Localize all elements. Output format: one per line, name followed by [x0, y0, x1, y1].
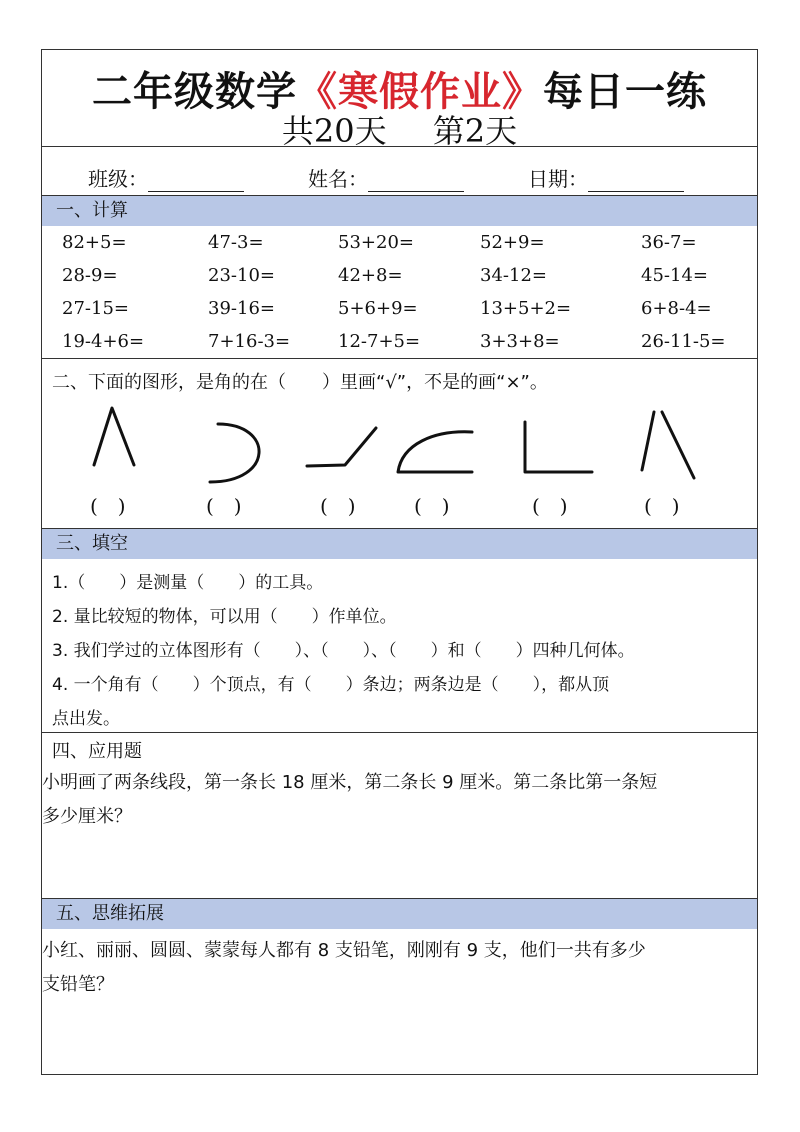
- calc-problem: 27-15=: [62, 298, 129, 319]
- shapes-row: [42, 400, 757, 490]
- name-field: [308, 163, 464, 192]
- section-heading-word-problem: 四、应用题: [52, 741, 142, 762]
- calc-problem: 47-3=: [208, 232, 264, 253]
- calc-problem: 13+5+2=: [480, 298, 572, 319]
- class-blank[interactable]: [148, 169, 244, 192]
- calc-problem: 36-7=: [641, 232, 697, 253]
- date-field: [528, 163, 684, 192]
- fill-line: 3. 我们学过的立体图形有（ ）、（ ）、（ ）和（ ）四种几何体。: [52, 641, 635, 661]
- title-highlight: 《寒假作业》: [297, 69, 543, 115]
- info-row: [42, 163, 757, 193]
- worksheet: [41, 49, 758, 1075]
- date-blank[interactable]: [588, 169, 684, 192]
- title-suffix: 每日一练: [543, 69, 707, 115]
- calc-problem: 39-16=: [208, 298, 275, 319]
- calc-problem: 23-10=: [208, 265, 275, 286]
- section-heading-calc: 一、计算: [42, 196, 757, 226]
- answer-slot[interactable]: ( ): [320, 494, 356, 518]
- fill-line: 1.（ ）是测量（ ）的工具。: [52, 573, 324, 593]
- fill-line: 点出发。: [52, 709, 120, 729]
- title-prefix: 二年级数学: [92, 69, 297, 115]
- answer-slot[interactable]: ( ): [206, 494, 242, 518]
- section-heading-fill: 三、填空: [42, 529, 757, 559]
- answer-slot[interactable]: ( ): [644, 494, 680, 518]
- calc-problem: 34-12=: [480, 265, 547, 286]
- name-label: 姓名：: [308, 167, 368, 191]
- subtitle-total: 共20天: [281, 112, 387, 150]
- thinking-text: 小红、丽丽、圆圆、蒙蒙每人都有 8 支铅笔，刚刚有 9 支，他们一共有多少: [42, 940, 646, 961]
- quarter-arc-shape: [398, 432, 472, 472]
- word-problem-text: 小明画了两条线段，第一条长 18 厘米，第二条长 9 厘米。第二条比第一条短: [42, 772, 658, 793]
- class-field: [88, 163, 244, 192]
- section-heading-thinking: 五、思维拓展: [42, 899, 757, 929]
- calc-problem: 82+5=: [62, 232, 127, 253]
- word-problem-text: 多少厘米？: [42, 806, 132, 827]
- calc-problem: 5+6+9=: [338, 298, 418, 319]
- calc-problem: 26-11-5=: [641, 331, 726, 352]
- answer-slot[interactable]: ( ): [90, 494, 126, 518]
- calc-problem: 45-14=: [641, 265, 708, 286]
- thinking-text: 支铅笔？: [42, 974, 114, 995]
- right-angle-shape: [525, 422, 592, 472]
- calc-problem: 42+8=: [338, 265, 403, 286]
- calc-problem: 6+8-4=: [641, 298, 712, 319]
- divider: [42, 146, 757, 147]
- calc-problem: 12-7+5=: [338, 331, 421, 352]
- calc-problem: 53+20=: [338, 232, 414, 253]
- calc-problem: 7+16-3=: [208, 331, 291, 352]
- fill-line: 4. 一个角有（ ）个顶点，有（ ）条边；两条边是（ ），都从顶: [52, 675, 610, 695]
- divider: [42, 732, 757, 733]
- name-blank[interactable]: [368, 169, 464, 192]
- class-label: 班级：: [88, 167, 148, 191]
- calc-problem: 28-9=: [62, 265, 118, 286]
- answer-slot[interactable]: ( ): [532, 494, 568, 518]
- section-heading-angles: 二、下面的图形，是角的在（ ）里画“√”，不是的画“×”。: [52, 372, 548, 393]
- calc-problem: 52+9=: [480, 232, 545, 253]
- slanted-lines-shape: [642, 412, 694, 478]
- arc-shape: [210, 424, 259, 482]
- angle-shape: [94, 408, 134, 465]
- divider: [42, 358, 757, 359]
- bent-line-shape: [307, 428, 376, 466]
- calc-problem: 19-4+6=: [62, 331, 145, 352]
- subtitle-day: 第2天: [432, 112, 518, 150]
- answer-slot[interactable]: ( ): [414, 494, 450, 518]
- calc-problem: 3+3+8=: [480, 331, 560, 352]
- date-label: 日期：: [528, 167, 588, 191]
- fill-line: 2. 量比较短的物体，可以用（ ）作单位。: [52, 607, 397, 627]
